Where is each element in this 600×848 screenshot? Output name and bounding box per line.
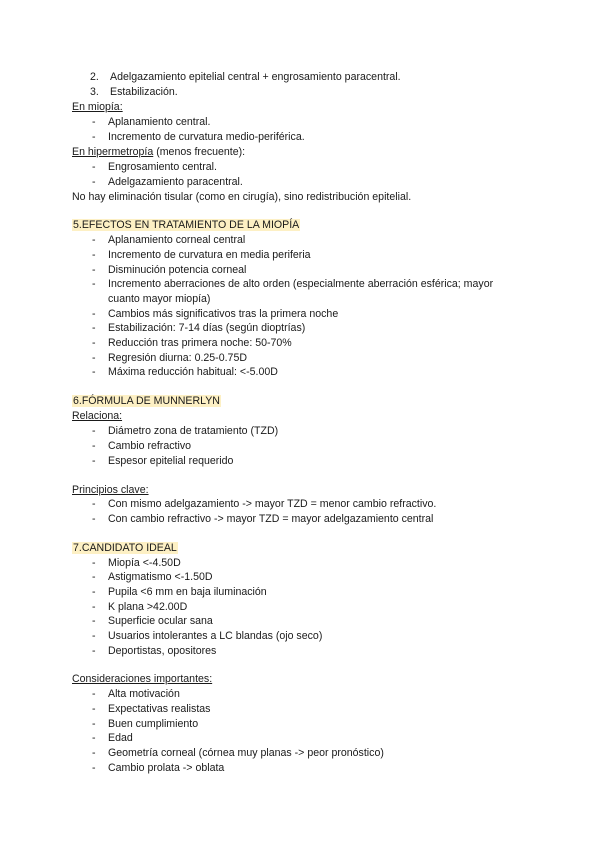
list-item-text: Alta motivación — [108, 688, 180, 700]
bullet-dash: - — [92, 601, 96, 613]
list-item-text: Regresión diurna: 0.25-0.75D — [108, 352, 247, 364]
section-heading-6: 6.FÓRMULA DE MUNNERLYN — [73, 395, 220, 407]
list-item-text: Engrosamiento central. — [108, 161, 217, 173]
bullet-dash: - — [92, 308, 96, 320]
list-item-text: Incremento de curvatura en media periferia — [108, 249, 311, 261]
note-text: No hay eliminación tisular (como en cirugía), sino redistribución epitelial. — [72, 191, 412, 203]
list-item-text: Geometría corneal (córnea muy planas -> peor pronóstico) — [108, 747, 384, 759]
principles-heading: Principios clave: — [72, 484, 149, 496]
bullet-dash: - — [92, 161, 96, 173]
list-item-text: Aplanamiento corneal central — [108, 234, 246, 246]
relaciona-heading: Relaciona: — [72, 410, 123, 422]
list-item-text: Incremento aberraciones de alto orden (especialmente aberración esférica; mayor — [108, 278, 494, 290]
list-item-text: Buen cumplimiento — [108, 718, 199, 730]
bullet-dash: - — [92, 498, 96, 510]
list-item-text: Disminución potencia corneal — [108, 264, 247, 276]
list-item-text: Pupila <6 mm en baja iluminación — [108, 586, 267, 598]
considerations-heading: Consideraciones importantes: — [72, 673, 213, 685]
bullet-dash: - — [92, 455, 96, 467]
bullet-dash: - — [92, 176, 96, 188]
hyperopia-heading: En hipermetropía (menos frecuente): — [72, 146, 246, 158]
list-item-text: Cambios más significativos tras la primera noche — [108, 308, 339, 320]
list-item-text: Cambio prolata -> oblata — [108, 762, 225, 774]
list-item-text: Incremento de curvatura medio-periférica. — [108, 131, 305, 143]
bullet-dash: - — [92, 116, 96, 128]
list-item-text: Edad — [108, 732, 133, 744]
list-item-text: Máxima reducción habitual: <-5.00D — [108, 366, 278, 378]
bullet-dash: - — [92, 630, 96, 642]
bullet-dash: - — [92, 571, 96, 583]
list-item-text: Cambio refractivo — [108, 440, 192, 452]
bullet-dash: - — [92, 249, 96, 261]
bullet-dash: - — [92, 278, 96, 290]
list-item-text: Reducción tras primera noche: 50-70% — [108, 337, 292, 349]
bullet-dash: - — [92, 732, 96, 744]
bullet-dash: - — [92, 703, 96, 715]
bullet-dash: - — [92, 586, 96, 598]
bullet-dash: - — [92, 337, 96, 349]
bullet-dash: - — [92, 352, 96, 364]
list-item-text: Espesor epitelial requerido — [108, 455, 234, 467]
bullet-dash: - — [92, 264, 96, 276]
list-item-text: Expectativas realistas — [108, 703, 211, 715]
section-heading-5: 5.EFECTOS EN TRATAMIENTO DE LA MIOPÍA — [73, 219, 300, 231]
bullet-dash: - — [92, 557, 96, 569]
bullet-dash: - — [92, 718, 96, 730]
bullet-dash: - — [92, 234, 96, 246]
list-item-text: Estabilización: 7-14 días (según dioptrías) — [108, 322, 306, 334]
bullet-dash: - — [92, 513, 96, 525]
bullet-dash: - — [92, 440, 96, 452]
bullet-dash: - — [92, 425, 96, 437]
list-item-text: Miopía <-4.50D — [108, 557, 181, 569]
list-item-text: cuanto mayor miopía) — [108, 293, 211, 305]
list-item-text: Deportistas, opositores — [108, 645, 217, 657]
list-item-text: Diámetro zona de tratamiento (TZD) — [108, 425, 279, 437]
bullet-dash: - — [92, 762, 96, 774]
bullet-dash: - — [92, 688, 96, 700]
document-page: 2. Adelgazamiento epitelial central + engrosamiento paracentral. 3. Estabilización. En miopía: - Aplanamiento central. - Incremento de curvatura medio-periférica. En hipermetropía (menos frecuente): - Engrosamiento central. - Adelgazamiento paracentral. No hay eliminación tisular (como en cirugía), sino redistribución epitelial. 5.EFECTOS EN TRATAMIENTO DE LA MIOPÍA - Aplanamiento corneal central - Incremento de curvatura en media periferia - Disminución potencia corneal - Incremento aberraciones de alto orden (especialmente aberración esférica; mayor cuanto mayor miopía) - Cambios más significativos tras la primera noche - Estabilización: 7-14 días (según dioptrías) - Reducción tras primera noche: 50-70% - Regresión diurna: 0.25-0.75D - Máxima reducción habitual: <-5.00D 6.FÓRMULA DE MUNNERLYN Relaciona: - Diámetro zona de tratamiento (TZD) - Cambio refractivo - Espesor epitelial requerido Principios clave: - Con mismo adelgazamiento -> mayor TZD = menor cambio refractivo. - Con cambio refractivo -> mayor TZD = mayor adelgazamiento central 7.CANDIDATO IDEAL - Miopía <-4.50D - Astigmatismo <-1.50D - Pupila <6 mm en baja iluminación - K plana >42.00D - Superficie ocular sana - Usuarios intolerantes a LC blandas (ojo seco) - Deportistas, opositores Consideraciones importantes: - Alta motivación - Expectativas realistas - Buen cumplimiento - Edad - Geometría corneal (córnea muy planas -> peor pronóstico) - Cambio prolata -> oblata — [72, 71, 494, 774]
list-item-text: K plana >42.00D — [108, 601, 188, 613]
bullet-dash: - — [92, 131, 96, 143]
list-item-text: Aplanamiento central. — [108, 116, 211, 128]
list-item-text: Usuarios intolerantes a LC blandas (ojo seco) — [108, 630, 323, 642]
bullet-dash: - — [92, 645, 96, 657]
list-item-text: Superficie ocular sana — [108, 615, 213, 627]
bullet-dash: - — [92, 747, 96, 759]
list-item-text: Adelgazamiento paracentral. — [108, 176, 243, 188]
bullet-dash: - — [92, 615, 96, 627]
list-item-text: Con cambio refractivo -> mayor TZD = mayor adelgazamiento central — [108, 513, 434, 525]
list-item-text: Astigmatismo <-1.50D — [108, 571, 213, 583]
bullet-dash: - — [92, 322, 96, 334]
bullet-dash: - — [92, 366, 96, 378]
myopia-heading: En miopía: — [72, 101, 123, 113]
list-item-text: Con mismo adelgazamiento -> mayor TZD = menor cambio refractivo. — [108, 498, 437, 510]
section-heading-7: 7.CANDIDATO IDEAL — [73, 542, 177, 554]
